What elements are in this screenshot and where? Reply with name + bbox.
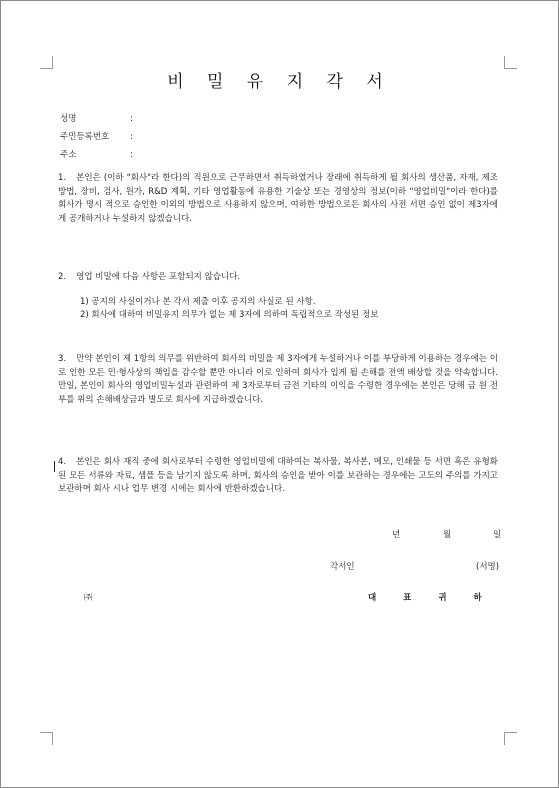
info-sep: : bbox=[130, 132, 133, 142]
clause-number: 1. bbox=[58, 173, 67, 183]
clause-text: 영업 비밀에 다음 사항은 포함되지 않습니다. bbox=[76, 272, 241, 282]
document-title: 비 밀 유 지 각 서 bbox=[167, 72, 392, 92]
clause-2-item-2[interactable]: 2) 회사에 대하여 비밀유지 의무가 없는 제 3자에 의하여 독립적으로 작성된 정보 bbox=[80, 310, 379, 320]
info-label-resident-number: 주민등록번호 bbox=[60, 132, 110, 142]
clause-text: 만약 본인이 제 1항의 의무를 위반하여 회사의 비밀을 제 3자에게 누설하거나 이를 부당하게 이용하는 경우에는 이로 인한 모든 민·형사상의 책임을 감수할 뿐만 아니라 이로 인하여 회사가 입게 될 손해를 전액 배상할 것을 약속합니다. 만일, 본인이 회사의 영업비밀누설과 관련하여 제 3자로부터 금전 기타의 이익을 수령한 경우에는 본인은 당해 금 원 전부를 위의 손해배상금과 별도로 회사에 지급하겠습니다. bbox=[58, 354, 498, 405]
date-year-label[interactable]: 년 bbox=[392, 530, 401, 540]
crop-mark-bottom-left bbox=[40, 732, 53, 745]
date-day-label[interactable]: 일 bbox=[493, 530, 502, 540]
info-row-resident-number[interactable] bbox=[60, 130, 133, 142]
clause-2-item-1[interactable]: 1) 공지의 사실이거나 본 각서 제출 이후 공지의 사실로 된 사항. bbox=[80, 297, 316, 307]
signature-mark[interactable]: (서명) bbox=[476, 562, 500, 572]
info-sep: : bbox=[130, 150, 133, 160]
text-cursor bbox=[54, 461, 55, 472]
signer-label[interactable]: 각서인 bbox=[330, 562, 355, 572]
info-label-name: 성명 bbox=[60, 114, 77, 124]
clause-number: 4. bbox=[58, 457, 67, 467]
info-sep: : bbox=[130, 114, 133, 124]
company-mark[interactable]: ㈜ bbox=[84, 593, 93, 603]
info-label-address: 주소 bbox=[60, 150, 77, 160]
clause-2[interactable] bbox=[58, 271, 498, 285]
clause-number: 2. bbox=[58, 272, 67, 282]
info-row-name[interactable] bbox=[60, 112, 133, 124]
clause-4[interactable] bbox=[58, 456, 498, 497]
date-month-label[interactable]: 월 bbox=[443, 530, 452, 540]
clause-text: 본인은 (이하 "회사"라 한다)의 직원으로 근무하면서 취득하였거나 장래에 취득하게 될 회사의 생산품, 자재, 제조방법, 장비, 검사, 원가, R&D 계획, 기타 영업활동에 유용한 기술상 또는 경영상의 정보(이하 "영업비밀"이라 한다)를 회사가 명시 적으로 승인한 이외의 방법으로 사용하지 않으며, 여하한 방법으로든 회사의 사전 서면 승인 없이 제3자에게 공개하거나 누설하지 않겠습니다. bbox=[58, 173, 498, 224]
clause-number: 3. bbox=[58, 354, 67, 364]
crop-mark-bottom-right bbox=[504, 732, 517, 745]
clause-3[interactable] bbox=[58, 353, 498, 407]
clause-1[interactable] bbox=[58, 172, 498, 226]
recipient-label: 대 표 귀 하 bbox=[368, 593, 494, 603]
info-row-address[interactable] bbox=[60, 148, 133, 160]
clause-text: 본인은 회사 재직 중에 회사로부터 수령한 영업비밀에 대하여는 복사물, 복사본, 메모, 인쇄물 등 서면 혹은 유형화된 모든 서류와 자료, 샘플 등을 남기지 않도록 하며, 회사의 승인을 받아 이를 보관하는 경우에는 고도의 주의를 가지고 보관하며 회사 시나 업무 변경 시에는 회사에 반환하겠습니다. bbox=[58, 457, 498, 494]
